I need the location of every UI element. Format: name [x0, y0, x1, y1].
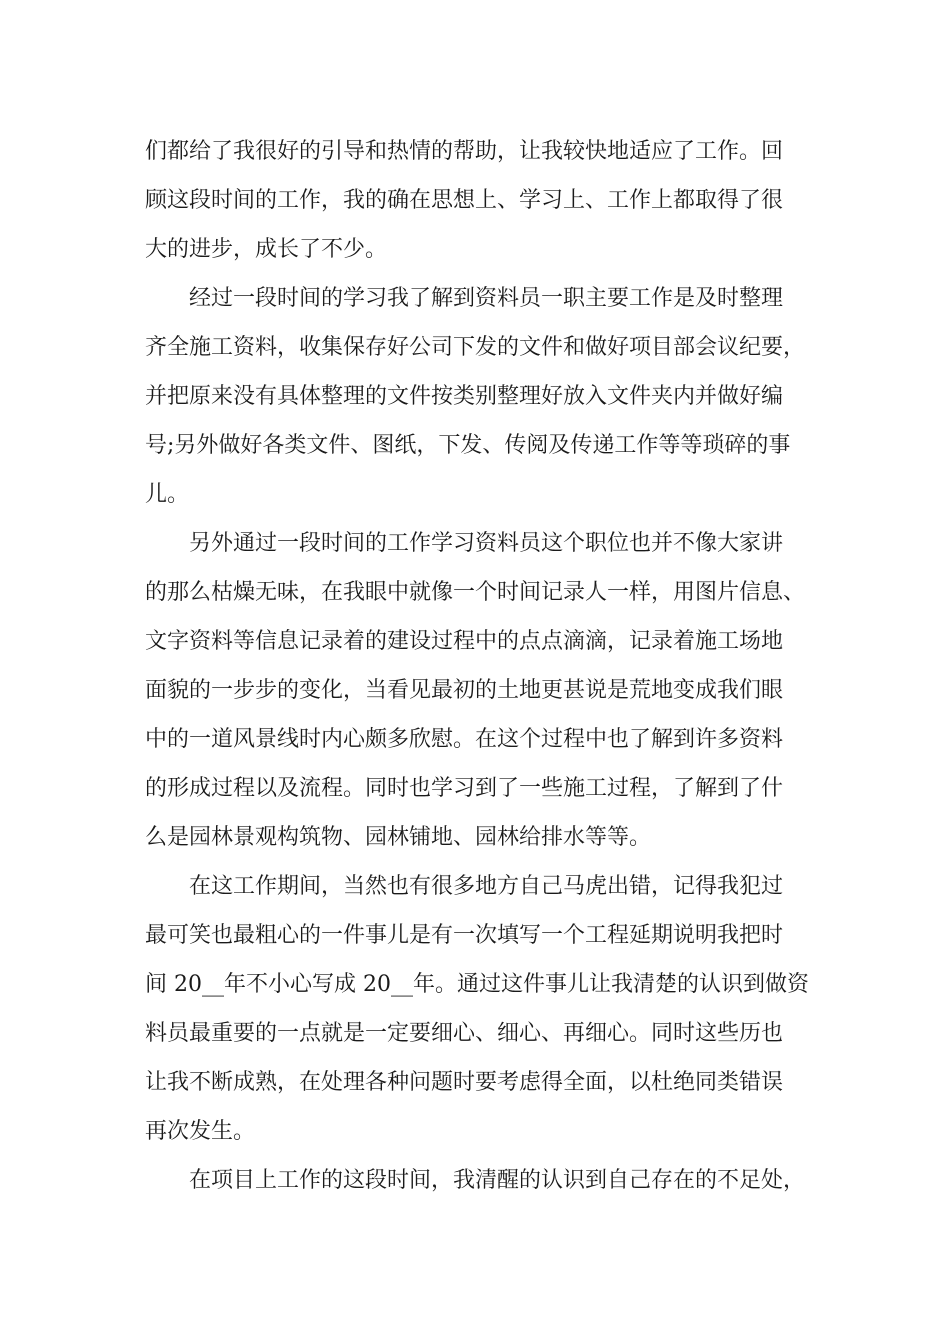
text-line: 在这工作期间，当然也有很多地方自己马虎出错，记得我犯过	[189, 874, 784, 899]
paragraph-3	[145, 519, 835, 862]
text-line: 最可笑也最粗心的一件事儿是有一次填写一个工程延期说明我把时	[145, 923, 784, 948]
paragraph-5	[145, 1156, 835, 1205]
text-line: 另外通过一段时间的工作学习资料员这个职位也并不像大家讲	[189, 531, 784, 556]
paragraph-4	[145, 862, 835, 1156]
text-line: 间 20__年不小心写成 20__年。通过这件事儿让我清楚的认识到做资	[145, 972, 809, 997]
text-line: 并把原来没有具体整理的文件按类别整理好放入文件夹内并做好编	[145, 384, 784, 409]
text-line: 文字资料等信息记录着的建设过程中的点点滴滴，记录着施工场地	[145, 629, 784, 654]
text-line: 经过一段时间的学习我了解到资料员一职主要工作是及时整理	[189, 286, 784, 311]
text-line: 顾这段时间的工作，我的确在思想上、学习上、工作上都取得了很	[145, 188, 784, 213]
text-line: 让我不断成熟，在处理各种问题时要考虑得全面，以杜绝同类错误	[145, 1070, 784, 1095]
text-line: 们都给了我很好的引导和热情的帮助，让我较快地适应了工作。回	[145, 139, 784, 164]
text-line: 大的进步，成长了不少。	[145, 237, 388, 262]
paragraph-1	[145, 127, 835, 274]
text-line: 儿。	[145, 482, 190, 507]
text-line: 再次发生。	[145, 1119, 256, 1144]
text-line: 中的一道风景线时内心颇多欣慰。在这个过程中也了解到许多资料	[145, 727, 784, 752]
paragraph-2	[145, 274, 835, 519]
text-line: 的那么枯燥无味，在我眼中就像一个时间记录人一样，用图片信息、	[145, 580, 806, 605]
text-line: 号;另外做好各类文件、图纸，下发、传阅及传递工作等等琐碎的事	[145, 433, 791, 458]
text-line: 齐全施工资料，收集保存好公司下发的文件和做好项目部会议纪要，	[145, 335, 806, 360]
text-line: 的形成过程以及流程。同时也学习到了一些施工过程，了解到了什	[145, 776, 784, 801]
document-body	[145, 127, 835, 1205]
text-line: 面貌的一步步的变化，当看见最初的土地更甚说是荒地变成我们眼	[145, 678, 784, 703]
text-line: 料员最重要的一点就是一定要细心、细心、再细心。同时这些历也	[145, 1021, 784, 1046]
text-line: 在项目上工作的这段时间，我清醒的认识到自己存在的不足处，	[189, 1168, 806, 1193]
text-line: 么是园林景观构筑物、园林铺地、园林给排水等等。	[145, 825, 652, 850]
